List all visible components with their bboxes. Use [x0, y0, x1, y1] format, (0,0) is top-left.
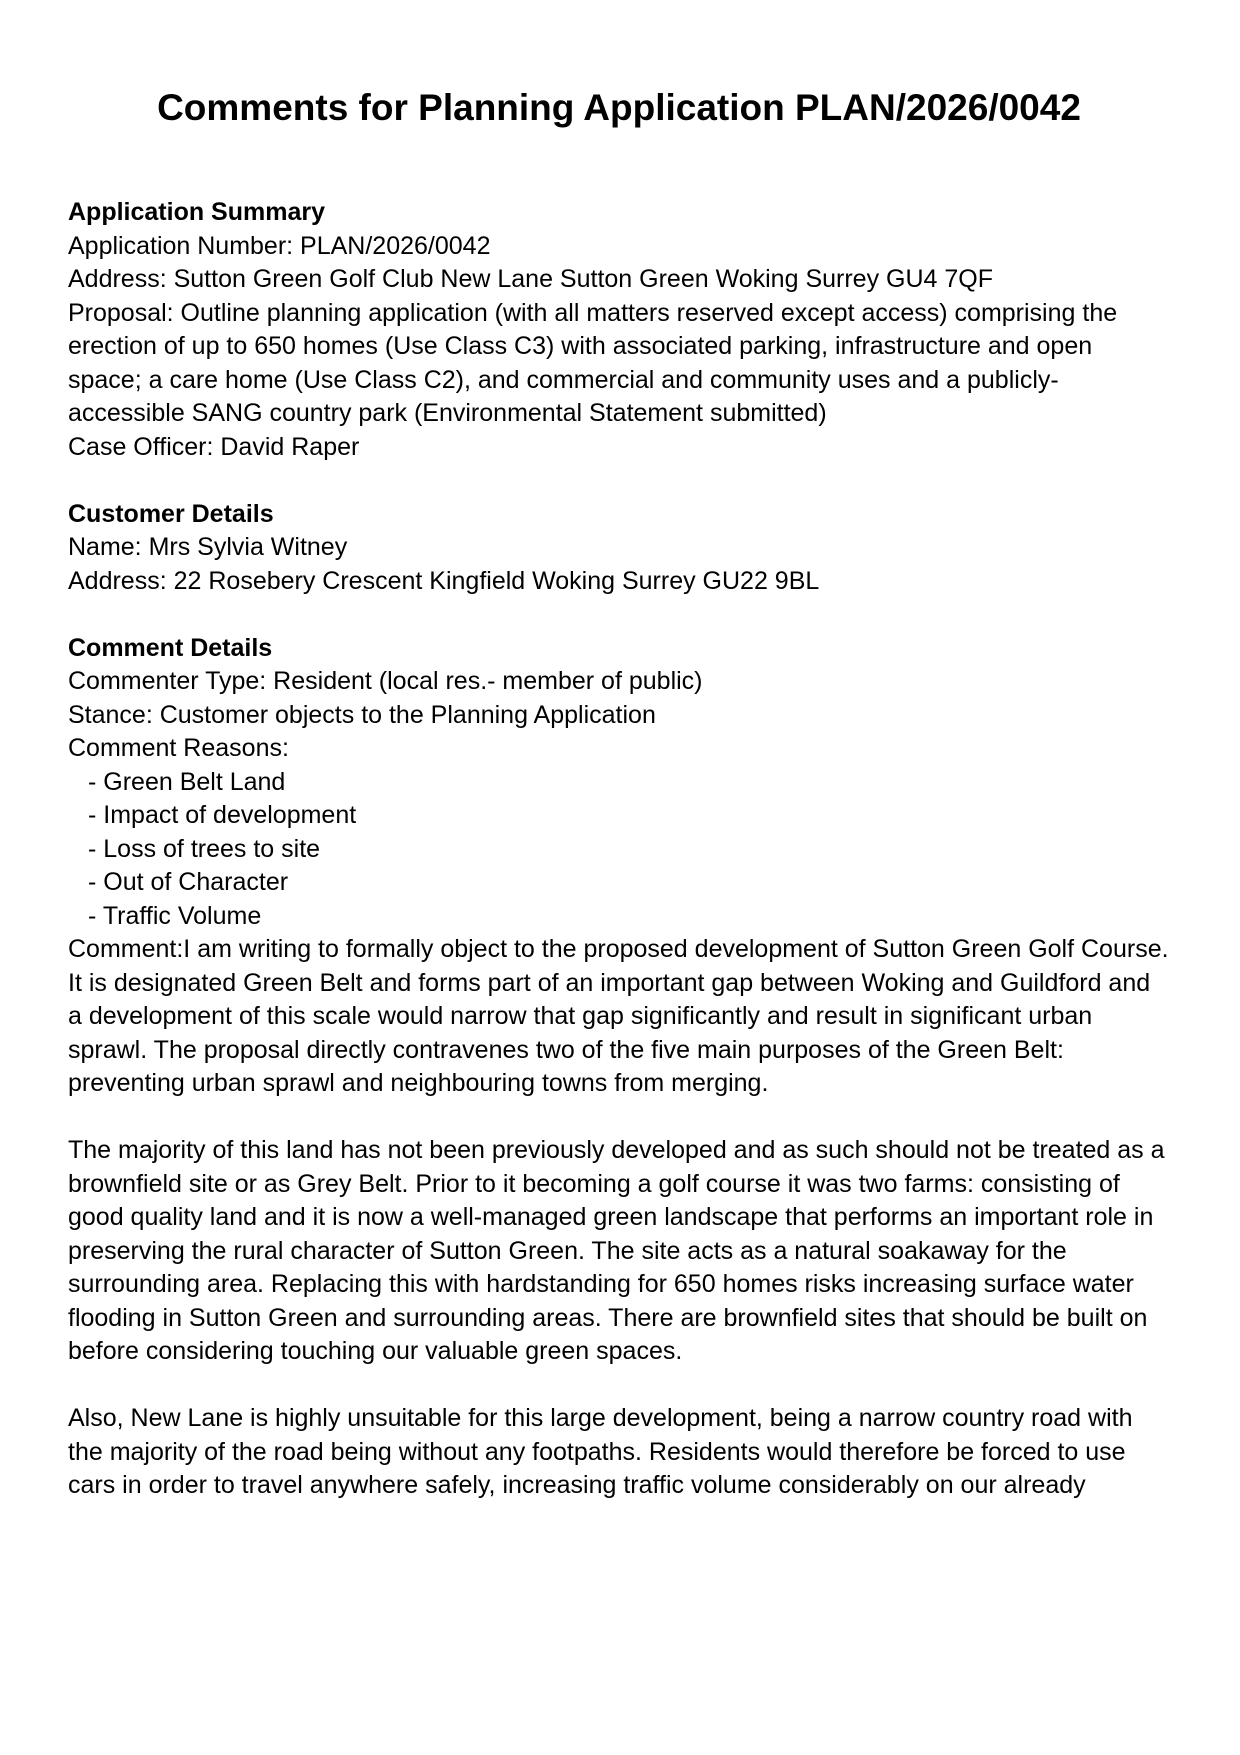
reason-item: - Traffic Volume [88, 901, 262, 930]
page-title: Comments for Planning Application PLAN/2026/0042 [157, 87, 1081, 128]
section-application-summary [68, 196, 1170, 464]
comment-paragraph-1: Comment:I am writing to formally object to the proposed development of Sutton Green Golf Course. It is designated Green Belt and forms part of an important gap between Woking and Guildford and a development of this scale would narrow that gap significantly and result in significant urban sprawl. The proposal directly contravenes two of the five main purposes of the Green Belt: preventing urban sprawl and neighbouring towns from merging. [68, 935, 1169, 1097]
application-proposal-line: Proposal: Outline planning application (with all matters reserved except access) comprising the erection of up to 650 homes (Use Class C3) with associated parking, infrastructure and open space; a care home (Use Class C2), and commercial and community uses and a publicly-accessible SANG country park (Environmental Statement submitted) [68, 298, 1118, 427]
comment-reasons-label: Comment Reasons: [68, 734, 289, 762]
customer-name-line: Name: Mrs Sylvia Witney [68, 533, 348, 561]
comment-body [68, 933, 1170, 1503]
reason-item: - Loss of trees to site [88, 834, 321, 863]
comment-reasons-list [68, 766, 1170, 934]
reason-item: - Impact of development [88, 801, 357, 829]
case-officer-line: Case Officer: David Raper [68, 432, 360, 461]
customer-address-line: Address: 22 Rosebery Crescent Kingfield Woking Surrey GU22 9BL [68, 566, 820, 595]
reason-item: - Green Belt Land [88, 767, 286, 796]
comment-paragraph-3: Also, New Lane is highly unsuitable for this large development, being a narrow country road with the majority of the road being without any footpaths. Residents would therefore be forced to use cars in order to travel anywhere safely, increasing traffic volume considerably on our already [68, 1404, 1133, 1499]
customer-details-heading: Customer Details [68, 499, 274, 528]
section-customer-details [68, 498, 1170, 599]
comment-details-heading: Comment Details [68, 633, 273, 662]
stance-line: Stance: Customer objects to the Planning Application [68, 700, 656, 729]
application-summary-heading: Application Summary [68, 198, 325, 226]
reason-item: - Out of Character [88, 868, 289, 896]
section-comment-details [68, 632, 1170, 1503]
comment-paragraph-2: The majority of this land has not been previously developed and as such should not be treated as a brownfield site or as Grey Belt. Prior to it becoming a golf course it was two farms: consisting of good quality land and it is now a well-managed green landscape that performs an important role in preserving the rural character of Sutton Green. The site acts as a natural soakaway for the surrounding area. Replacing this with hardstanding for 650 homes risks increasing surface water flooding in Sutton Green and surrounding areas. There are brownfield sites that should be built on before considering touching our valuable green spaces. [68, 1136, 1165, 1365]
application-address-line: Address: Sutton Green Golf Club New Lane Sutton Green Woking Surrey GU4 7QF [68, 265, 993, 293]
commenter-type-line: Commenter Type: Resident (local res.- member of public) [68, 667, 703, 695]
application-number-line: Application Number: PLAN/2026/0042 [68, 231, 491, 260]
